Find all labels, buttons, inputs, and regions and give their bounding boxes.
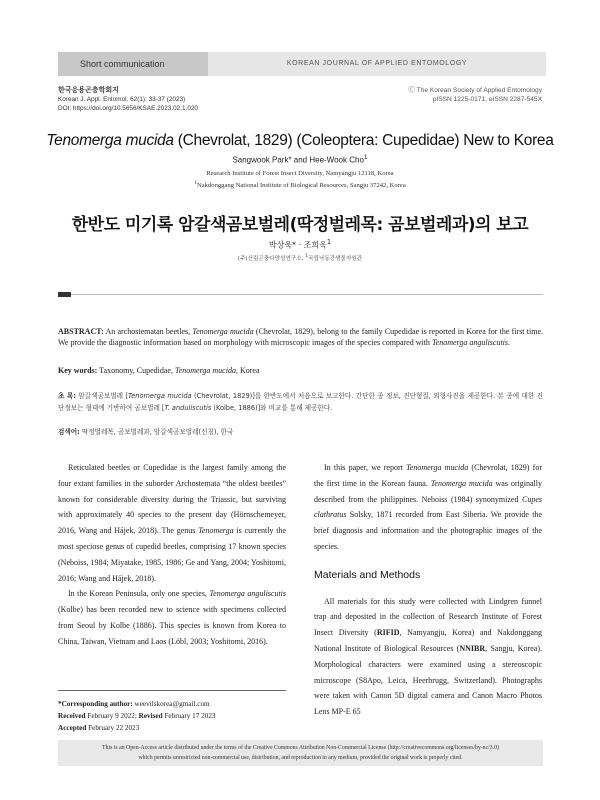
keywords-label: Key words: — [58, 366, 98, 375]
body-text: , Sangju, Korea). Morphological characters were examined using a stereoscopic microscope (S8Apo, Leica, Heerbrugg, Switzerland). Photographs were taken with Canon 5D digital camera and Canon Macro Photos Lens MP-E 65 — [314, 643, 542, 717]
institution-abbrev: NNIBR — [459, 643, 486, 653]
corresponding-author — [58, 698, 286, 710]
license-footer — [58, 740, 543, 766]
section-heading-methods: Materials and Methods — [314, 568, 421, 581]
author-sup-kr: 1 — [326, 238, 332, 246]
title-rest: (Chevrolat, 1829) (Coleoptera: Cupedidae) New to Korea — [173, 132, 554, 149]
abstract-kr-label: 초 록: — [58, 392, 76, 400]
body-species: Tenomerga mucida — [430, 478, 493, 488]
affiliation-kr-2: 국립낙동강생물자원관 — [308, 256, 363, 262]
abstract-text-1: An archostematan beetles, — [103, 327, 193, 336]
corresponding-email[interactable]: weevilskorea@gmail.com — [132, 700, 210, 708]
title-species: Tenomerga mucida — [46, 132, 174, 149]
abstract-species-2: Tenomerga anguliscutis — [431, 338, 509, 347]
revised-label: Revised — [138, 712, 163, 720]
keywords — [58, 366, 543, 375]
body-paragraph — [314, 594, 542, 720]
body-text: In this paper, we report — [324, 463, 407, 472]
section-divider — [58, 294, 543, 295]
article-title — [40, 132, 560, 150]
license-line-1: This is an Open-Access article distributed under the terms of the Creative Commons Attribution Non-Commercial License (http://creativecommons.org/licenses/by-nc/3.0) — [102, 745, 499, 751]
body-text: (Kolbe) has been recorded new to science with specimens collected from Seoul by Kolbe (1886). This species is known from Korea to China, Taiwan, Vietnam and Laos (Löbl, 2003; Yoshitomi, 2016). — [58, 605, 286, 646]
abstract-kr-species-2: T. anduliscutis — [164, 404, 212, 412]
society-copyright: Ⓒ The Korean Society of Applied Entomology — [408, 87, 542, 94]
body-paragraph — [58, 586, 286, 649]
abstract-species-1: Tenomerga mucida — [192, 327, 254, 336]
author-names-kr: 박상욱* · 조희욱 — [268, 240, 327, 250]
revised-date: February 17 2023 — [162, 712, 216, 720]
section-label: Short communication — [58, 52, 208, 76]
body-species: Tenomerga anguliscutis — [209, 589, 287, 599]
received-label: Received — [58, 712, 86, 720]
keywords-kr-text: 딱정벌레목, 곰보벌레과, 암갈색곰보벌레(신칭), 한국 — [79, 428, 234, 436]
citation-block — [58, 86, 198, 113]
citation: Korean J. Appl. Entomol. 62(1): 33-37 (2023) — [58, 96, 186, 103]
body-column-left — [58, 460, 286, 650]
dates-received-revised — [58, 710, 286, 722]
affiliation-kr-sup: 1 — [305, 254, 309, 260]
issn: pISSN 1225-0171, eISSN 2287-545X — [432, 96, 542, 103]
authors-kr — [0, 238, 600, 251]
journal-name-kr: 한국응용곤충학회지 — [58, 87, 119, 94]
body-species: Cupes clathratus — [314, 494, 542, 520]
abstract-kr-species-1: Tenomerga mucida — [128, 392, 192, 400]
body-text: was originally described from the philippines. Neboiss (1984) synonymized — [314, 478, 542, 504]
abstract-text-3: . — [508, 338, 511, 347]
affiliation-2 — [0, 180, 600, 189]
journal-name: KOREAN JOURNAL OF APPLIED ENTOMOLOGY — [286, 60, 468, 67]
affiliation-1: Research Institute of Forest Insect Diversity, Namyangju 12118, Korea — [206, 170, 394, 177]
body-text: (Chevrolat, 1829) for the first time in the Korean fauna. — [314, 463, 542, 488]
institution-abbrev: RIFID — [376, 628, 400, 638]
affiliation-2-sup: 1 — [194, 180, 197, 186]
abstract-text-2: (Chevrolat, 1829), belong to the family Cupedidae is reported in Korea for the first time. We provide the diagnostic information based on morphology with microscopic images of the species compared with — [58, 327, 543, 347]
authors — [0, 154, 600, 165]
author-sup: 1 — [363, 154, 368, 161]
body-paragraph — [58, 460, 286, 586]
journal-header-bar — [58, 52, 546, 76]
body-text: , Namyangju, Korea) and Nakdonggang National Institute of Biological Resources ( — [314, 628, 542, 653]
correspondence-block — [58, 690, 286, 734]
affiliation-kr-1: (주)산림곤충다양성연구소, — [237, 256, 306, 262]
author-names: Sangwook Park* and Hee-Wook Cho — [232, 155, 364, 165]
abstract-kr-text-1: 암갈색곰보벌레 [ — [76, 392, 128, 400]
keywords-kr-label: 검색어: — [58, 428, 80, 436]
accepted-label: Accepted — [58, 724, 87, 732]
abstract — [58, 326, 543, 348]
publisher-block — [408, 86, 542, 104]
affiliation-2-text: Nakdonggang National Institute of Biological Resources, Sangju 37242, Korea — [196, 182, 406, 190]
dates-accepted — [58, 722, 286, 734]
body-text: Solsky, 1871 recorded from East Siberia. We provide the brief diagnosis and information and the photographic images of the species. — [314, 510, 542, 551]
body-column-right — [314, 460, 542, 720]
keywords-species: Tenomerga mucida — [174, 366, 236, 375]
abstract-kr — [58, 390, 543, 414]
body-paragraph — [314, 460, 542, 555]
body-text: In the Korean Peninsula, only one species, — [68, 589, 210, 599]
article-title-kr: 한반도 미기록 암갈색곰보벌레(딱정벌레목: 곰보벌레과)의 보고 — [71, 215, 529, 235]
accepted-date: February 22 2023 — [86, 724, 140, 732]
abstract-label: ABSTRACT: — [58, 327, 104, 336]
corresponding-label: *Corresponding author: — [58, 700, 133, 708]
license-line-2: which permits unrestricted non-commercial use, distribution, and reproduction in any medium, provided the original work is properly cited. — [138, 755, 463, 761]
doi-link[interactable]: DOI: https://doi.org/10.5656/KSAE.2023.02.1.020 — [58, 105, 198, 112]
body-text: Reticulated beetles or Cupedidae is the largest family among the four extant families in the suborder Archostemata “the oldest beetles” known for considerable diversity during the Triassic, but surviving with approximately 40 species to the present day (Hörnschemeyer, 2016, Wang and Hájek, 2018). The genus — [58, 463, 286, 536]
body-genus: Tenomerga — [198, 526, 234, 536]
received-date: February 9 2022; — [85, 712, 139, 720]
keywords-kr — [58, 426, 543, 436]
keywords-text-2: , Korea — [235, 366, 260, 375]
body-text: is currently the most speciose genus of cupedid beetles, comprising 17 known species (Neboiss, 1984; Miyatake, 1985, 1986; Ge and Yang, 2004; Yoshitomi, 2016; Wang and Hájek, 2018). — [58, 526, 287, 583]
affiliations-kr — [0, 254, 600, 262]
keywords-text-1: Taxonomy, Cupedidae, — [97, 366, 175, 375]
divider-marker — [58, 292, 71, 297]
body-text: All materials for this study were collected with Lindgren funnel trap and deposited in the collection of Research Institute of Forest Insect Diversity ( — [314, 596, 542, 638]
body-species: Tenomerga mucida — [406, 463, 469, 472]
abstract-kr-text-3: (Kolbe, 1886)]와 비교를 통해 제공한다. — [211, 404, 333, 412]
abstract-kr-text-2: (Chevrolat, 1829)]를 한반도에서 처음으로 보고한다. 간단한 종 정보, 진단형질, 외형사진을 제공한다. 본 종에 대한 진단정보는 형태에 기반하여 곰보벌레 [ — [58, 392, 544, 412]
